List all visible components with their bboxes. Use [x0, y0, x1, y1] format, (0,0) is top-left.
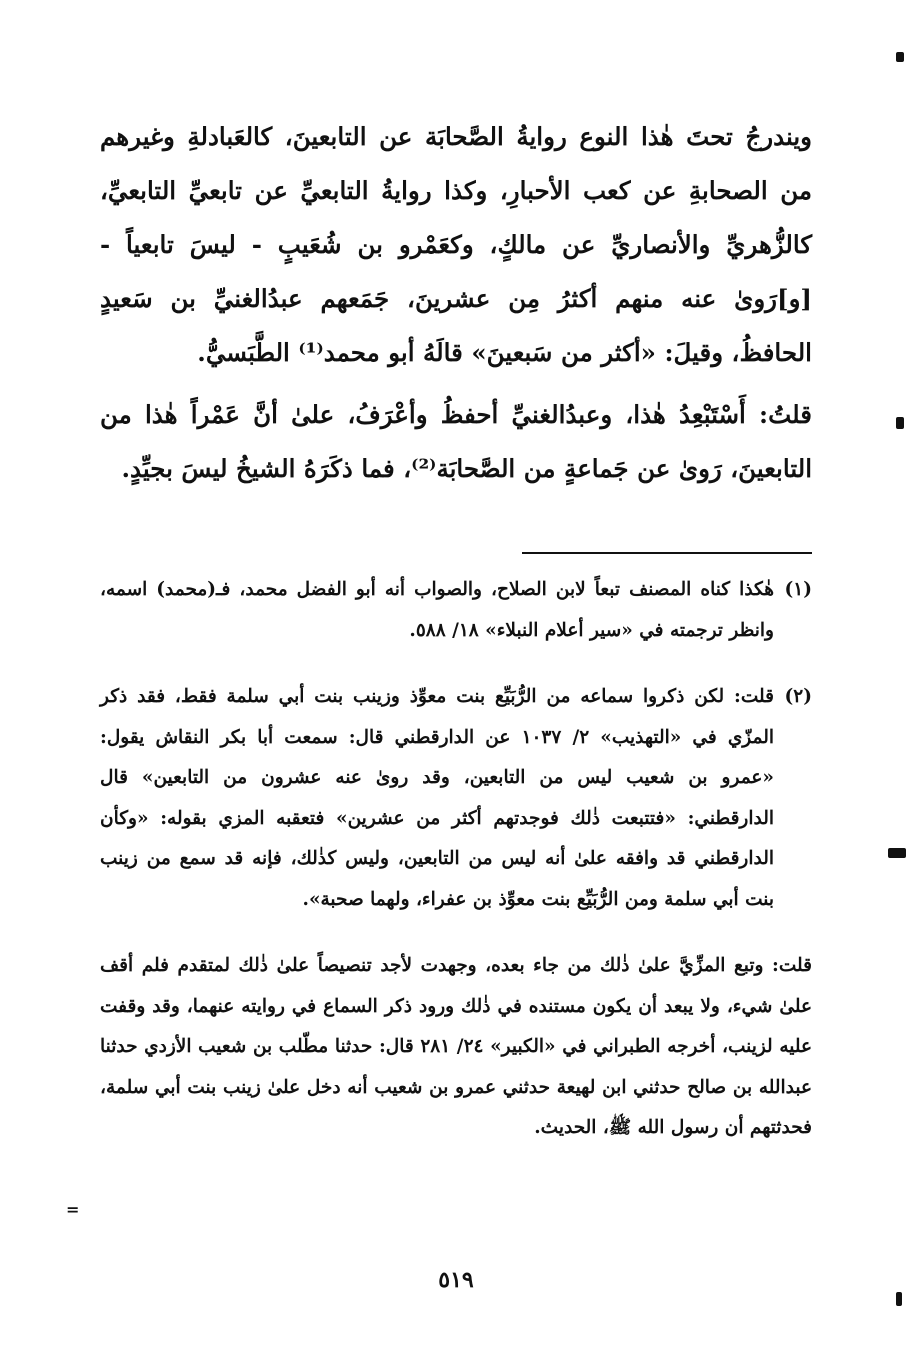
scan-edge-mark [896, 417, 904, 429]
footnote-1 [100, 570, 812, 651]
main-paragraph-2: قلتُ: أَسْتَبْعِدُ هٰذا، وعبدُالغنيِّ أحفظُ وأعْرَفُ، علىٰ أنَّ عَمْراً هٰذا من التابعينَ، رَوىٰ عن جَماعةٍ من الصَّحابَة⁽²⁾، فما ذكَرَهُ الشيخُ ليسَ بجيِّدٍ. [100, 400, 812, 483]
page-number: ٥١٩ [438, 1267, 474, 1293]
scan-edge-mark [888, 848, 906, 858]
margin-symbol: = [66, 1200, 80, 1219]
book-page [100, 110, 812, 1310]
footnote-2 [100, 677, 812, 920]
scan-edge-mark [896, 1292, 902, 1306]
main-paragraph-1: ويندرجُ تحتَ هٰذا النوع روايةُ الصَّحابَة عن التابعينَ، كالعَبادلةِ وغيرهم من الصحابةِ عن كعب الأحبارِ، وكذا روايةُ التابعيِّ عن تابعيِّ التابعيِّ، كالزُّهريِّ والأنصاريِّ عن مالكٍ، وكعَمْرو بن شُعَيبٍ - ليسَ تابعياً - [و]رَوىٰ عنه منهم أكثرُ مِن عشرينَ، جَمَعهم عبدُالغنيِّ بن سَعيدٍ الحافظُ، وقيلَ: «أكثر من سَبعينَ» قالَهُ أبو محمد⁽¹⁾ الطَّبَسيُّ. [100, 122, 812, 367]
footnote-text: هٰكذا كناه المصنف تبعاً لابن الصلاح، والصواب أنه أبو الفضل محمد، فـ(محمد) اسمه، وانظر ترجمته في «سير أعلام النبلاء» ١٨/ ٥٨٨. [100, 579, 774, 641]
footnote-number: (٢) [784, 686, 812, 707]
footnote-number: (١) [784, 579, 812, 600]
footnotes [100, 570, 812, 1149]
footnote-text: قلت: لكن ذكروا سماعه من الرُّبَيِّع بنت معوِّذ وزينب بنت أبي سلمة فقط، فقد ذكر المزّي في «التهذيب» ٢/ ١٠٣٧ عن الدارقطني قال: سمعت أبا بكر النقاش يقول: «عمرو بن شعيب ليس من التابعين، وقد روىٰ عنه عشرون من التابعين» قال الدارقطني: «فتتبعت ذٰلك فوجدتهم أكثر من عشرين» فتعقبه المزي بقوله: «وكأن الدارقطني قد وافقه علىٰ أنه ليس من التابعين، وليس كذٰلك، فإنه قد سمع من زينب بنت أبي سلمة ومن الرُّبَيِّع بنت معوِّذ بن عفراء، ولهما صحبة». [100, 686, 774, 910]
editor-note: قلت: وتبع المزِّيَّ علىٰ ذٰلك من جاء بعده، وجهدت لأجد تنصيصاً علىٰ ذٰلك لمتقدم فلم أقف علىٰ شيء، ولا يبعد أن يكون مستنده في ذٰلك ورود ذكر السماع في روايته عنهما، وقد وقفت عليه لزينب، أخرجه الطبراني في «الكبير» ٢٤/ ٢٨١ قال: حدثنا مطّلب بن شعيب الأزدي حدثنا عبدالله بن صالح حدثني ابن لهيعة حدثني عمرو بن شعيب أنه دخل علىٰ زينب بنت أبي سلمة، فحدثتهم أن رسول الله ﷺ، الحديث. [100, 955, 812, 1138]
main-text [100, 110, 812, 496]
scan-edge-mark [896, 52, 904, 62]
footnote-separator [522, 552, 812, 554]
